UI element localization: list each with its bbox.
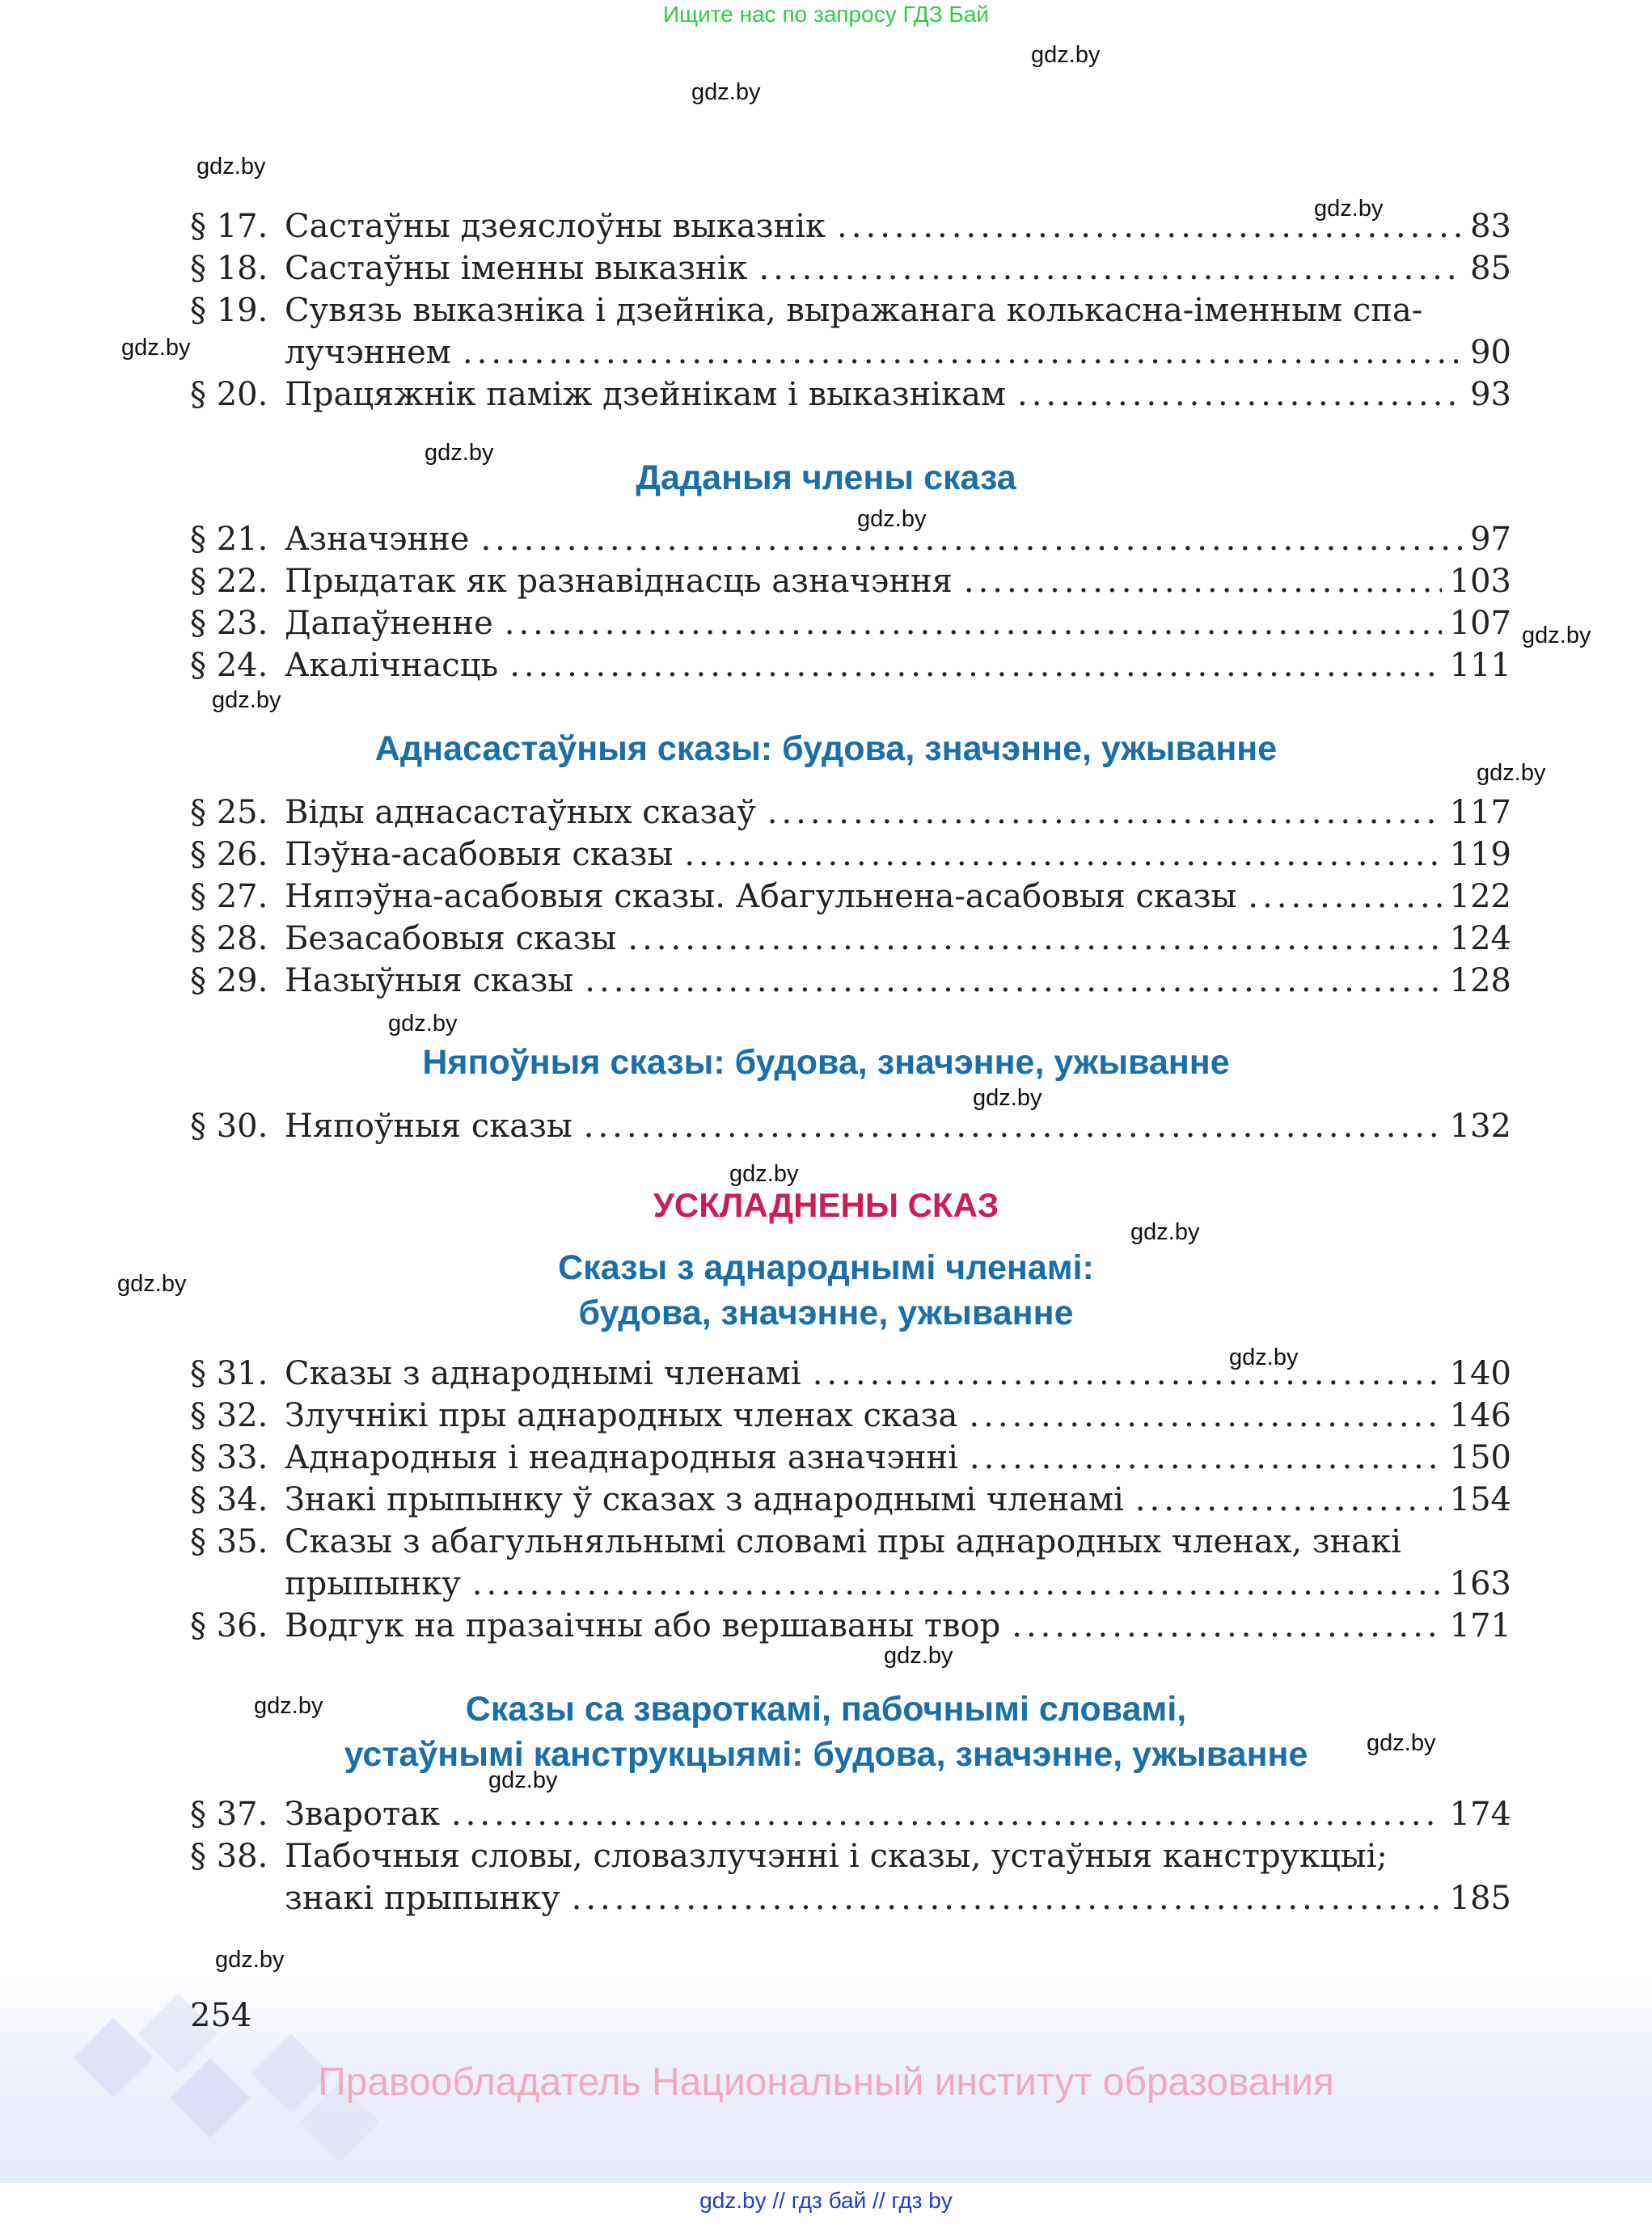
part-heading: УСКЛАДНЕНЫ СКАЗ	[653, 1186, 999, 1224]
dot-leader	[970, 1437, 1442, 1479]
toc-entry-title: Састаўны іменны выказнік	[285, 250, 748, 287]
toc-entry-page: 146	[1449, 1397, 1511, 1434]
top-banner[interactable]: Ищите нас по запросу ГДЗ Бай	[662, 2, 990, 27]
toc-entry-page: 154	[1449, 1481, 1511, 1518]
toc-entry-page: 119	[1449, 836, 1511, 873]
toc-entry-continuation[interactable]	[285, 1563, 1511, 1605]
dot-leader	[964, 560, 1442, 602]
toc-entry-number: § 24.	[190, 647, 268, 684]
watermark: gdz.by	[1314, 196, 1384, 222]
dot-leader	[1248, 876, 1441, 918]
watermark: gdz.by	[215, 1947, 285, 1973]
toc-entry-page: 150	[1449, 1439, 1511, 1476]
toc-entry-title-line1: Сувязь выказніка і дзейніка, выражанага колькасна-іменным спа-	[285, 292, 1423, 329]
toc-entry[interactable]	[190, 1395, 1511, 1437]
dot-leader	[463, 331, 1462, 374]
toc-entry-number: § 37.	[190, 1796, 268, 1833]
dot-leader	[505, 602, 1442, 644]
toc-entry-page: 107	[1449, 605, 1511, 642]
toc-entry-number: § 34.	[190, 1481, 268, 1518]
bottom-links[interactable]: gdz.by // гдз бай // гдз by	[699, 2188, 953, 2213]
toc-entry-title: Безасабовыя сказы	[285, 920, 617, 957]
toc-entry-title-line1: Пабочныя словы, словазлучэнні і сказы, устаўныя канструкцыі;	[285, 1838, 1388, 1875]
toc-entry[interactable]	[190, 602, 1511, 644]
watermark: gdz.by	[1130, 1219, 1200, 1245]
toc-entry-number: § 18.	[190, 250, 268, 287]
dot-leader	[585, 960, 1441, 1002]
toc-entry-page: 83	[1470, 208, 1511, 245]
toc-entry-continuation[interactable]	[285, 1877, 1511, 1919]
toc-entry-title: Акалічнасць	[285, 647, 499, 684]
toc-entry-title-line1: Сказы з абагульняльнымі словамі пры аднародных членах, знакі	[285, 1523, 1401, 1560]
toc-entry-number: § 20.	[190, 376, 268, 413]
dot-leader	[1017, 374, 1462, 416]
toc-entry[interactable]	[190, 1521, 1511, 1563]
toc-entry[interactable]	[190, 918, 1511, 960]
dot-leader	[572, 1877, 1442, 1919]
watermark: gdz.by	[196, 154, 266, 179]
section-heading: Даданыя члены сказа	[636, 458, 1016, 497]
toc-entry[interactable]	[190, 560, 1511, 602]
toc-entry-title: Дапаўненне	[285, 605, 493, 642]
toc-entry-page: 90	[1470, 334, 1511, 371]
toc-entry[interactable]	[190, 1105, 1511, 1147]
dot-leader	[509, 644, 1441, 686]
toc-entry-title: Знакі прыпынку ў сказах з аднароднымі членамі	[285, 1481, 1124, 1518]
section-heading-line2: устаўнымі канструкцыямі: будова, значэнне, ужыванне	[344, 1735, 1308, 1774]
section-heading: Аднасастаўныя сказы: будова, значэнне, ужыванне	[374, 729, 1278, 768]
toc-entry-page: 124	[1449, 920, 1511, 957]
dot-leader	[969, 1395, 1441, 1437]
watermark: gdz.by	[117, 1271, 187, 1297]
toc-entry[interactable]	[190, 374, 1511, 416]
toc-entry-title: Злучнікі пры аднародных членах сказа	[285, 1397, 958, 1434]
toc-entry-number: § 28.	[190, 920, 268, 957]
toc-entry-title: Прыдатак як разнавіднасць азначэння	[285, 563, 953, 600]
section-heading-line2: будова, значэнне, ужыванне	[578, 1294, 1074, 1332]
toc-entry-page: 185	[1449, 1880, 1511, 1917]
toc-entry-number: § 17.	[190, 208, 268, 245]
toc-entry-page: 174	[1449, 1796, 1511, 1833]
dot-leader	[767, 792, 1442, 834]
toc-entry-page: 93	[1470, 376, 1511, 413]
toc-entry-page: 132	[1449, 1108, 1511, 1145]
toc-entry[interactable]	[190, 792, 1511, 834]
toc-entry-title: Няпоўныя сказы	[285, 1108, 572, 1145]
toc-entry-number: § 31.	[190, 1355, 268, 1392]
dot-leader	[480, 518, 1462, 560]
watermark: gdz.by	[1031, 42, 1101, 68]
toc-entry-page: 163	[1449, 1565, 1511, 1602]
watermark: gdz.by	[691, 79, 761, 105]
toc-entry[interactable]	[190, 876, 1511, 918]
watermark: gdz.by	[973, 1085, 1042, 1111]
toc-entry[interactable]	[190, 1835, 1511, 1877]
toc-entry[interactable]	[190, 289, 1511, 331]
toc-entry-number: § 26.	[190, 836, 268, 873]
toc-entry[interactable]	[190, 1353, 1511, 1395]
toc-entry-number: § 19.	[190, 292, 268, 329]
toc-entry[interactable]	[190, 247, 1511, 289]
toc-entry-number: § 25.	[190, 794, 268, 831]
toc-entry[interactable]	[190, 1605, 1511, 1647]
toc-entry-number: § 36.	[190, 1607, 268, 1644]
watermark: gdz.by	[884, 1643, 953, 1669]
section-heading: Няпоўныя сказы: будова, значэнне, ужыванне	[422, 1043, 1230, 1082]
watermark: gdz.by	[121, 335, 191, 361]
toc-entry-page: 111	[1449, 647, 1511, 684]
toc-entry-title: Назыўныя сказы	[285, 962, 574, 999]
dot-leader	[759, 247, 1463, 289]
dot-leader	[1012, 1605, 1441, 1647]
watermark: gdz.by	[1477, 760, 1546, 786]
watermark: gdz.by	[1522, 623, 1591, 648]
watermark: gdz.by	[488, 1767, 558, 1793]
toc-entry-page: 85	[1470, 250, 1511, 287]
toc-entry-title: знакі прыпынку	[285, 1880, 560, 1917]
toc-entry-title: прыпынку	[285, 1565, 461, 1602]
toc-entry[interactable]	[190, 205, 1511, 247]
toc-entry-number: § 32.	[190, 1397, 268, 1434]
watermark: gdz.by	[729, 1161, 799, 1187]
toc-entry[interactable]	[190, 1437, 1511, 1479]
toc-entry[interactable]	[190, 644, 1511, 686]
toc-entry[interactable]	[190, 960, 1511, 1002]
toc-entry-title: Сказы з аднароднымі членамі	[285, 1355, 801, 1392]
toc-entry[interactable]	[190, 1479, 1511, 1521]
dot-leader	[584, 1105, 1442, 1147]
toc-entry-number: § 21.	[190, 521, 268, 558]
dot-leader	[813, 1353, 1442, 1395]
toc-entry-number: § 22.	[190, 563, 268, 600]
dot-leader	[684, 834, 1441, 876]
toc-entry-page: 117	[1449, 794, 1511, 831]
watermark: gdz.by	[212, 687, 281, 713]
watermark: gdz.by	[254, 1693, 323, 1719]
toc-entry-number: § 35.	[190, 1523, 268, 1560]
section-heading-line1: Сказы са звароткамі, пабочнымі словамі,	[465, 1690, 1187, 1729]
dot-leader	[472, 1563, 1442, 1605]
toc-entry-number: § 23.	[190, 605, 268, 642]
toc-entry-title: Састаўны дзеяслоўны выказнік	[285, 208, 826, 245]
toc-entry-page: 103	[1449, 563, 1511, 600]
toc-entry-title: Аднародныя і неаднародныя азначэнні	[285, 1439, 958, 1476]
dot-leader	[451, 1793, 1442, 1835]
watermark: gdz.by	[1367, 1730, 1436, 1756]
toc-entry-continuation[interactable]	[285, 331, 1511, 374]
toc-entry[interactable]	[190, 1793, 1511, 1835]
toc-entry-page: 171	[1449, 1607, 1511, 1644]
watermark: gdz.by	[857, 506, 927, 532]
toc-entry-title: Зваротак	[285, 1796, 440, 1833]
section-heading-line1: Сказы з аднароднымі членамі:	[558, 1248, 1094, 1287]
toc-entry-title: Пэўна-асабовыя сказы	[285, 836, 674, 873]
watermark: gdz.by	[425, 440, 494, 466]
toc-entry-title: Азначэнне	[285, 521, 470, 558]
toc-entry-number: § 29.	[190, 962, 268, 999]
toc-entry-title: Водгук на празаічны або вершаваны твор	[285, 1607, 1001, 1644]
toc-entry-number: § 30.	[190, 1108, 268, 1145]
page-number: 254	[190, 1997, 252, 2034]
dot-leader	[1135, 1479, 1442, 1521]
copyright-notice: Правообладатель Национальный институт образования	[318, 2061, 1334, 2104]
toc-entry-number: § 33.	[190, 1439, 268, 1476]
toc-entry-page: 140	[1449, 1355, 1511, 1392]
toc-entry-number: § 38.	[190, 1838, 268, 1875]
toc-entry[interactable]	[190, 518, 1511, 560]
watermark: gdz.by	[388, 1011, 458, 1037]
toc-entry-title: Віды аднасастаўных сказаў	[285, 794, 756, 831]
dot-leader	[627, 918, 1441, 960]
toc-entry-title: Працяжнік паміж дзейнікам і выказнікам	[285, 376, 1007, 413]
toc-entry-title: лучэннем	[285, 334, 451, 371]
toc-entry-page: 128	[1449, 962, 1511, 999]
toc-entry-number: § 27.	[190, 878, 268, 915]
toc-entry-title: Няпэўна-асабовыя сказы. Абагульнена-асабовыя сказы	[285, 878, 1237, 915]
dot-leader	[837, 205, 1462, 247]
toc-entry[interactable]	[190, 834, 1511, 876]
toc-entry-page: 97	[1470, 521, 1511, 558]
watermark: gdz.by	[1229, 1345, 1299, 1370]
toc-entry-page: 122	[1449, 878, 1511, 915]
